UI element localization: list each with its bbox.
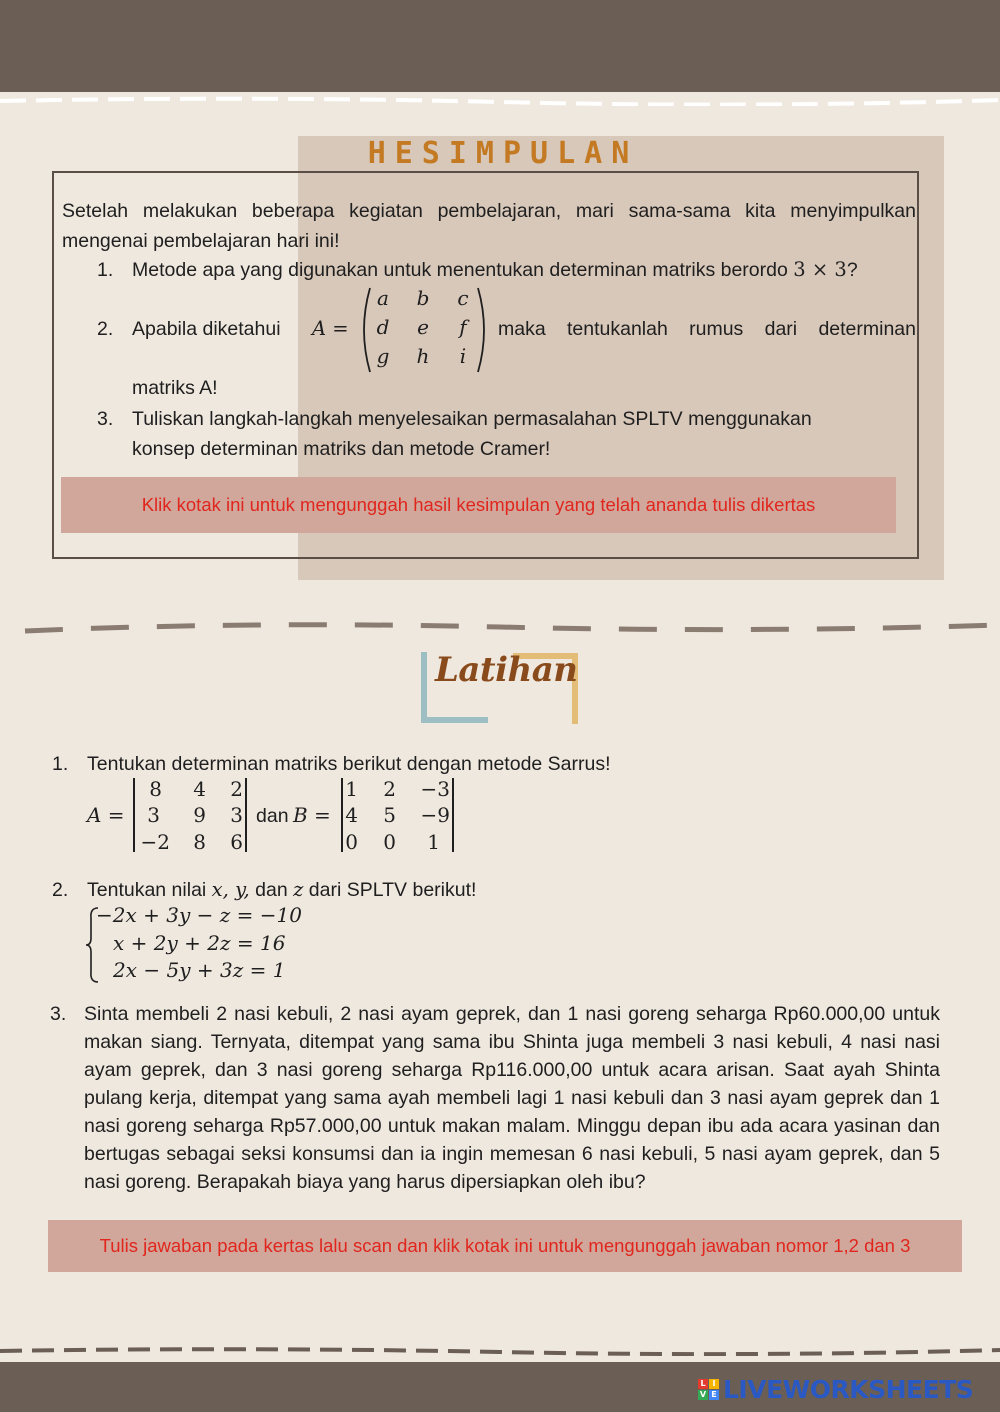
det-b-cell: 0 bbox=[383, 830, 396, 854]
p1-text: Tentukan determinan matriks berikut dengan metode Sarrus! bbox=[87, 753, 611, 775]
logo-letter: V bbox=[699, 1390, 707, 1399]
q2-matrix-label: A = bbox=[312, 317, 349, 340]
latihan-title: Latihan bbox=[435, 650, 578, 690]
q2-matrix bbox=[368, 286, 480, 374]
p2-text-c: dari SPLTV berikut! bbox=[308, 879, 477, 901]
p3-text: Sinta membeli 2 nasi kebuli, 2 nasi ayam geprek, dan 1 nasi goreng seharga Rp60.000,00 untuk makan siang. Ternyata, ditempat yang sama ibu Shinta juga membeli 3 nasi kebuli, 4 nasi nasi ayam geprek, dan 3 nasi goreng seharga Rp116.000,00 untuk acara arisan. Saat ayah Shinta pulang kerja, ditempat yang sama ayah membeli lagi 1 nasi kebuli dan 3 nasi ayam geprek dan 1 nasi goreng seharga Rp57.000,00 untuk makan malam. Minggu depan ibu ada acara yasinan dan bertugas sebagai seksi konsumsi dan ia ingin memesan 6 nasi kebuli, 5 nasi ayam geprek, dan 5 nasi goreng. Berapakah biaya yang harus dipersiapkan oleh ibu? bbox=[84, 1003, 940, 1193]
q2-right-paren bbox=[476, 286, 490, 374]
q2-lead: Apabila diketahui bbox=[132, 318, 281, 340]
matrix-cell: f bbox=[459, 315, 467, 339]
q1-question: Metode apa yang digunakan untuk menentukan determinan matriks berordo bbox=[132, 259, 788, 281]
det-b-right-bar bbox=[452, 778, 454, 852]
det-b-cell: 0 bbox=[345, 830, 358, 854]
q3-line2: konsep determinan matriks dan metode Cramer! bbox=[132, 438, 551, 460]
q1-end: ? bbox=[846, 259, 858, 281]
p3-number: 3. bbox=[50, 1003, 67, 1025]
det-b-cell: 5 bbox=[383, 803, 396, 827]
matrix-cell: c bbox=[457, 286, 469, 310]
det-b-cell: 1 bbox=[345, 777, 358, 801]
kesimpulan-title: HESIMPULAN bbox=[367, 136, 639, 171]
det-a-cell: 3 bbox=[147, 803, 160, 827]
matrix-cell: g bbox=[376, 344, 390, 368]
logo-letter: L bbox=[698, 1379, 708, 1389]
logo-letter: E bbox=[709, 1390, 719, 1400]
q2-line2: matriks A! bbox=[132, 377, 218, 399]
matrix-cell: a bbox=[377, 286, 389, 310]
p2-vars: x, y, bbox=[211, 878, 250, 901]
p2-text-a: Tentukan nilai bbox=[87, 879, 207, 901]
q2-number: 2. bbox=[97, 318, 114, 340]
det-a-right-bar bbox=[245, 778, 247, 852]
det-b-cell: 2 bbox=[383, 777, 396, 801]
q2-tail: maka tentukanlah rumus dari determinan bbox=[498, 318, 916, 340]
det-b-cell: −9 bbox=[420, 803, 450, 827]
matrix-cell: d bbox=[376, 315, 390, 339]
det-a-cell: 8 bbox=[149, 777, 162, 801]
det-a-cell: 3 bbox=[230, 803, 243, 827]
det-b-cell: 1 bbox=[427, 830, 440, 854]
p1-a-label: A = bbox=[87, 803, 125, 827]
q1-number: 1. bbox=[97, 259, 114, 281]
p2-text bbox=[87, 876, 476, 904]
upload-jawaban-button[interactable]: Tulis jawaban pada kertas lalu scan dan klik kotak ini untuk mengunggah jawaban nomor 1,2 dan 3 bbox=[48, 1220, 962, 1272]
logo-letter: I bbox=[709, 1379, 719, 1389]
det-b-cell: 4 bbox=[345, 803, 358, 827]
q1-text bbox=[132, 255, 858, 285]
equation-3: 2x − 5y + 3z = 1 bbox=[113, 958, 286, 982]
det-a-cell: 6 bbox=[230, 830, 243, 854]
p2-var-z: z bbox=[293, 878, 304, 901]
top-band bbox=[0, 0, 1000, 92]
matrix-cell: i bbox=[459, 344, 467, 368]
top-dashed-divider bbox=[0, 96, 1000, 106]
p1-b-label: B = bbox=[293, 803, 331, 827]
liveworksheets-logo-icon bbox=[698, 1379, 719, 1400]
upload-kesimpulan-button[interactable]: Klik kotak ini untuk mengunggah hasil kesimpulan yang telah ananda tulis dikertas bbox=[61, 477, 896, 533]
q3-number: 3. bbox=[97, 408, 114, 430]
equation-1: −2x + 3y − z = −10 bbox=[96, 903, 302, 927]
p1-number: 1. bbox=[52, 753, 69, 775]
det-a-cell: 2 bbox=[230, 777, 243, 801]
equation-2: x + 2y + 2z = 16 bbox=[113, 931, 286, 955]
middle-dashed-divider bbox=[0, 617, 1000, 637]
liveworksheets-watermark[interactable] bbox=[698, 1375, 973, 1404]
kesimpulan-intro: Setelah melakukan beberapa kegiatan pembelajaran, mari sama-sama kita menyimpulkan mengenai pembelajaran hari ini! bbox=[62, 200, 916, 252]
p2-text-b: dan bbox=[255, 879, 288, 901]
q3-line1: Tuliskan langkah-langkah menyelesaikan permasalahan SPLTV menggunakan bbox=[132, 408, 812, 430]
matrix-cell: h bbox=[416, 344, 430, 368]
matrix-cell: b bbox=[416, 286, 430, 310]
bottom-dashed-divider bbox=[0, 1346, 1000, 1356]
p2-number: 2. bbox=[52, 879, 69, 901]
det-a-cell: 8 bbox=[193, 830, 206, 854]
det-a-cell: −2 bbox=[140, 830, 170, 854]
liveworksheets-text: LIVEWORKSHEETS bbox=[723, 1375, 974, 1404]
p1-dan: dan bbox=[256, 805, 289, 827]
q1-order: 3 × 3 bbox=[793, 258, 847, 281]
det-a-cell: 9 bbox=[193, 803, 206, 827]
matrix-cell: e bbox=[417, 315, 429, 339]
det-b-cell: −3 bbox=[420, 777, 450, 801]
det-a-cell: 4 bbox=[193, 777, 206, 801]
